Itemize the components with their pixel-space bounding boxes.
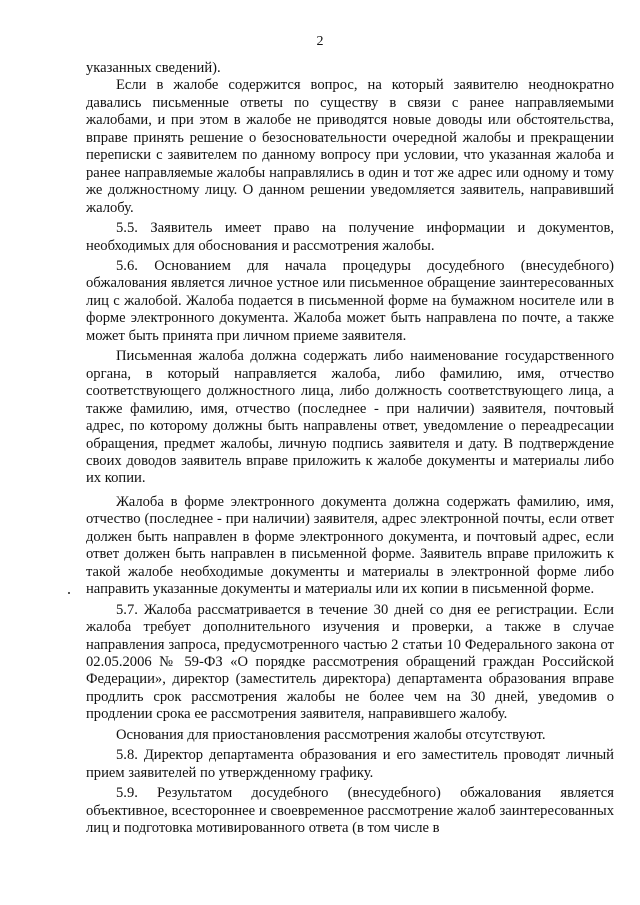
- paragraph-electronic-complaint: Жалоба в форме электронного документа должна содержать фамилию, имя, отчество (последнее - при наличии) заявителя, адрес электронной почты, если ответ должен быть направлен в форме электронного документа, и почтовый адрес, если ответ должен быть направлен в письменной форме. Заявитель вправе приложить к такой жалобе необходимые документы и материалы в электронной форме либо направить указанные документы и материалы или их копии в письменной форме.: [86, 493, 614, 598]
- paragraph-written-complaint: Письменная жалоба должна содержать либо наименование государственного органа, в который направляется жалоба, либо фамилию, имя, отчество соответствующего должностного лица, либо должность соответствующего лица, а также фамилию, имя, отчество (последнее - при наличии) заявителя, почтовый адрес, по которому должны быть направлены ответ, уведомление о переадресации обращения, предмет жалобы, личную подпись заявителя и дату. В подтверждение своих доводов заявитель вправе приложить к жалобе документы и материалы либо их копии.: [86, 348, 614, 487]
- scan-speck: [68, 592, 70, 594]
- paragraph-5-6: 5.6. Основанием для начала процедуры досудебного (внесудебного) обжалования является личное устное или письменное обращение заинтересованных лиц с жалобой. Жалоба подается в письменной форме на бумажном носителе или в форме электронного документа. Жалоба может быть направлена по почте, а также может быть принята при личном приеме заявителя.: [86, 257, 614, 344]
- document-body: [86, 60, 614, 837]
- paragraph-no-suspension: Основания для приостановления рассмотрения жалобы отсутствуют.: [116, 726, 546, 743]
- paragraph-continuation: указанных сведений).: [86, 60, 221, 76]
- page-number: 2: [316, 34, 324, 49]
- paragraph-5-7: 5.7. Жалоба рассматривается в течение 30 дней со дня ее регистрации. Если жалоба требует дополнительного изучения и проверки, а также в случае направления запроса, предусмотренного частью 2 статьи 10 Федерального закона от 02.05.2006 № 59-ФЗ «О порядке рассмотрения обращений граждан Российской Федерации», директор (заместитель директора) департамента образования вправе продлить срок рассмотрения жалобы не более чем на 30 дней, уведомив о продлении срока ее рассмотрения заявителя, направившего жалобу.: [86, 601, 614, 723]
- paragraph-5-5: 5.5. Заявитель имеет право на получение информации и документов, необходимых для обоснования и рассмотрения жалобы.: [86, 220, 614, 254]
- paragraph-5-9: 5.9. Результатом досудебного (внесудебного) обжалования является объективное, всестороннее и своевременное рассмотрение жалоб заинтересованных лиц и подготовка мотивированного ответа (в том числе в: [86, 785, 614, 837]
- paragraph-repeat-complaint: Если в жалобе содержится вопрос, на который заявителю неоднократно давались письменные ответы по существу в связи с ранее направляемыми жалобами, и при этом в жалобе не приводятся новые доводы или обстоятельства, вправе принять решение о безосновательности очередной жалобы и прекращении переписки с заявителем по данному вопросу при условии, что указанная жалоба и ранее направляемые жалобы направлялись в один и тот же адрес или одному и тому же должностному лицу. О данном решении уведомляется заявитель, направивший жалобу.: [86, 77, 614, 216]
- paragraph-5-8: 5.8. Директор департамента образования и его заместитель проводят личный прием заявителей по утвержденному графику.: [86, 747, 614, 781]
